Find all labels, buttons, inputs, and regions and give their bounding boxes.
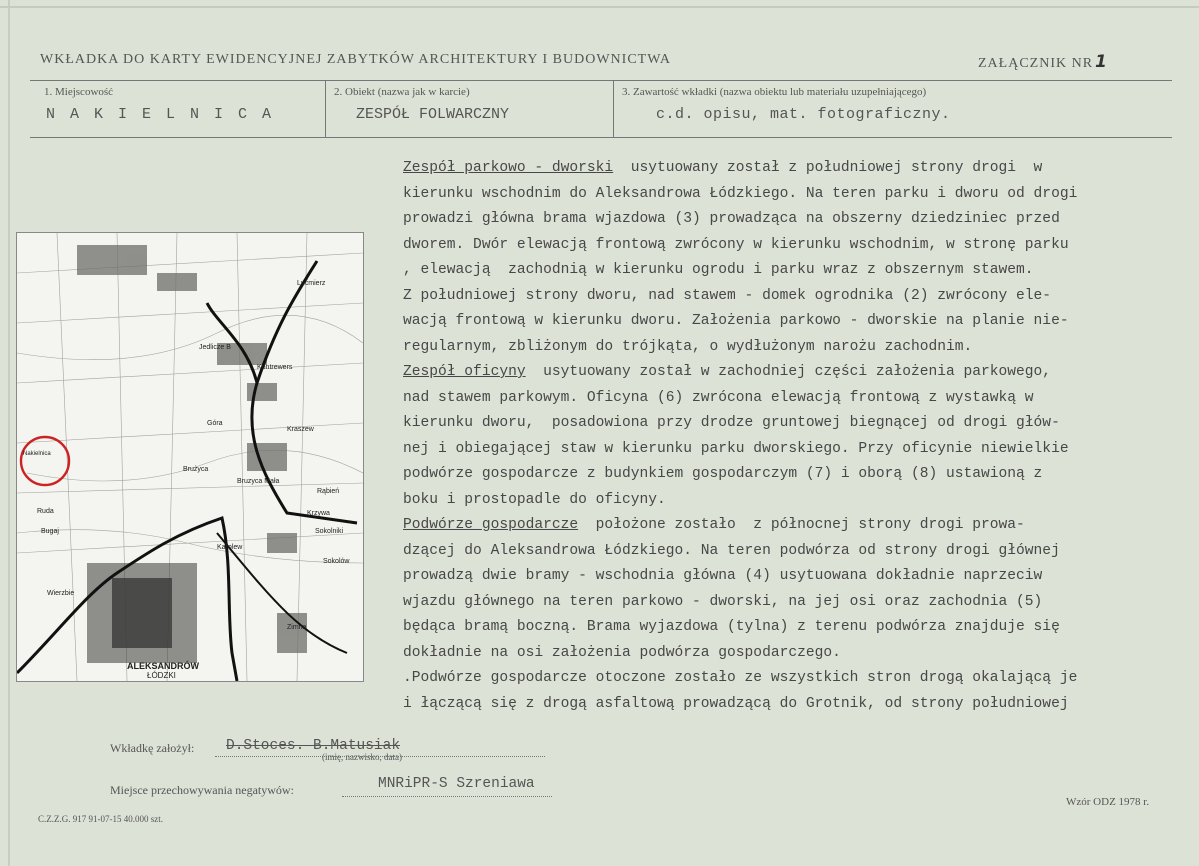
author-label: Wkładkę założył:: [110, 741, 195, 755]
document-title: WKŁADKA DO KARTY EWIDENCYJNEJ ZABYTKÓW ARCHITEKTURY I BUDOWNICTWA: [40, 52, 671, 67]
map-label: Wierzbie: [47, 590, 75, 597]
author-value: D.Stoces. B.Matusiak: [226, 738, 401, 754]
text-line: [403, 437, 1175, 463]
object-value: ZESPÓŁ FOLWARCZNY: [356, 106, 510, 123]
page-edge: [8, 0, 10, 866]
text-line: [403, 615, 1175, 641]
map-label: Bruzyca Mała: [237, 478, 280, 485]
place-label: 1. Miejscowość: [44, 86, 114, 98]
map-label: Lućmierz: [297, 280, 326, 287]
map-drawing: [17, 233, 363, 681]
line-text: , elewacją zachodnią w kierunku ogrodu i parku wraz z obszernym stawem.: [403, 262, 1034, 278]
map-label: ŁÓDZKI: [147, 671, 176, 680]
page-edge: [0, 6, 1199, 8]
text-line: [403, 284, 1175, 310]
text-line: [403, 386, 1175, 412]
section-heading: Zespół parkowo - dworski: [403, 160, 614, 176]
map-label: Sokolów: [323, 558, 350, 565]
text-line: [403, 513, 1175, 539]
line-text: prowadzi główna brama wjazdowa (3) prowadząca na obszerny dziedziniec przed: [403, 211, 1060, 227]
text-line: [403, 258, 1175, 284]
text-line: [403, 156, 1175, 182]
text-line: [403, 539, 1175, 565]
map-label: Ruda: [37, 508, 54, 515]
table-rule-top: [30, 80, 1172, 81]
text-line: [403, 309, 1175, 335]
place-value: N A K I E L N I C A: [46, 106, 275, 123]
line-text: .Podwórze gospodarcze otoczone zostało ze wszystkich stron drogą okalającą je: [403, 670, 1078, 686]
print-info: C.Z.Z.G. 917 91-07-15 40.000 szt.: [38, 814, 163, 824]
text-line: [403, 182, 1175, 208]
content-label: 3. Zawartość wkładki (nazwa obiektu lub materiału uzupełniającego): [622, 86, 927, 98]
description-text: [403, 156, 1175, 717]
text-line: [403, 692, 1175, 718]
negatives-label: Miejsce przechowywania negatywów:: [110, 783, 294, 797]
line-text: podwórze gospodarcze z budynkiem gospodarczym (7) i oborą (8) ustawioną z: [403, 466, 1043, 482]
object-label: 2. Obiekt (nazwa jak w karcie): [334, 86, 470, 98]
line-text: położone zostało z północnej strony drogi prowa-: [578, 517, 1025, 533]
attachment-label-text: ZAŁĄCZNIK NR: [978, 56, 1094, 71]
table-divider: [325, 80, 326, 137]
map-label: Rąbień: [317, 488, 340, 495]
map-label: Kraszew: [287, 426, 314, 433]
line-text: wacją frontową w kierunku dworu. Założenia parkowo - dworskie na planie nie-: [403, 313, 1069, 329]
text-line: [403, 207, 1175, 233]
map-label: Krzywa: [307, 510, 330, 517]
section-heading: Zespół oficyny: [403, 364, 526, 380]
text-line: [403, 564, 1175, 590]
line-text: kierunku dworu, posadowiona przy drodze gruntowej biegnącej od drogi głów-: [403, 415, 1060, 431]
map-label: Kontrewers: [257, 364, 293, 371]
negatives-dotted-line: [342, 795, 552, 797]
text-line: [403, 233, 1175, 259]
line-text: Z południowej strony dworu, nad stawem - domek ogrodnika (2) zwrócony ele-: [403, 287, 1052, 304]
location-map: [16, 232, 364, 682]
table-divider: [613, 80, 614, 137]
map-label: Jedlicze B: [199, 344, 231, 351]
text-line: [403, 488, 1175, 514]
form-pattern: Wzór ODZ 1978 r.: [1066, 796, 1150, 808]
line-text: nad stawem parkowym. Oficyna (6) zwrócona elewacją frontową z wystawką w: [403, 389, 1034, 406]
table-rule-bottom: [30, 137, 1172, 138]
section-heading: Podwórze gospodarcze: [403, 517, 579, 533]
line-text: boku i prostopadle do oficyny.: [403, 491, 666, 508]
map-label: ALEKSANDRÓW: [127, 661, 199, 671]
text-line: [403, 360, 1175, 386]
line-text: prowadzą dwie bramy - wschodnia główna (4) usytuowana dokładnie naprzeciw: [403, 568, 1043, 584]
attachment-label: [978, 52, 1108, 72]
line-text: dworem. Dwór elewacją frontową zwrócony w kierunku wschodnim, w stronę parku: [403, 236, 1069, 253]
map-label: Bugaj: [41, 528, 59, 535]
negatives-value: MNRiPR-S Szreniawa: [378, 776, 535, 792]
text-line: [403, 411, 1175, 437]
location-highlight-circle: [21, 437, 69, 485]
text-line: [403, 335, 1175, 361]
text-line: [403, 590, 1175, 616]
line-text: usytuowany został w zachodniej części założenia parkowego,: [525, 364, 1052, 380]
map-label: Brużyca: [183, 466, 209, 473]
author-hint: (imię, nazwisko, data): [322, 752, 402, 762]
line-text: wjazdu głównego na teren parkowo - dworski, na jej osi oraz zachodnia (5): [403, 593, 1043, 610]
line-text: regularnym, zbliżonym do trójkąta, o wydłużonym narożu zachodnim.: [403, 338, 973, 355]
text-line: [403, 666, 1175, 692]
line-text: nej i obiegającej staw w kierunku parku dworskiego. Przy oficynie niewielkie: [403, 440, 1069, 457]
line-text: dzącej do Aleksandrowa Łódzkiego. Na teren podwórza od strony drogi głównej: [403, 542, 1060, 559]
map-label: Zimna: [287, 624, 307, 631]
map-label: Karolew: [217, 544, 243, 551]
line-text: dokładnie na osi założenia podwórza gospodarczego.: [403, 644, 841, 661]
map-label: Nakielnica: [23, 451, 51, 457]
line-text: będąca bramą boczną. Brama wyjazdowa (tylna) z terenu podwórza znajduje się: [403, 619, 1060, 635]
attachment-number: 1: [1095, 52, 1108, 72]
line-text: usytuowany został z południowej strony drogi w: [613, 160, 1043, 176]
text-line: [403, 641, 1175, 667]
text-line: [403, 462, 1175, 488]
map-label: Góra: [207, 420, 223, 427]
line-text: kierunku wschodnim do Aleksandrowa Łódzkiego. Na teren parku i dworu od drogi: [403, 185, 1078, 202]
line-text: i łączącą się z drogą asfaltową prowadzącą do Grotnik, od strony południowej: [403, 695, 1069, 712]
content-value: c.d. opisu, mat. fotograficzny.: [656, 106, 951, 123]
map-label: Sokolniki: [315, 528, 344, 535]
